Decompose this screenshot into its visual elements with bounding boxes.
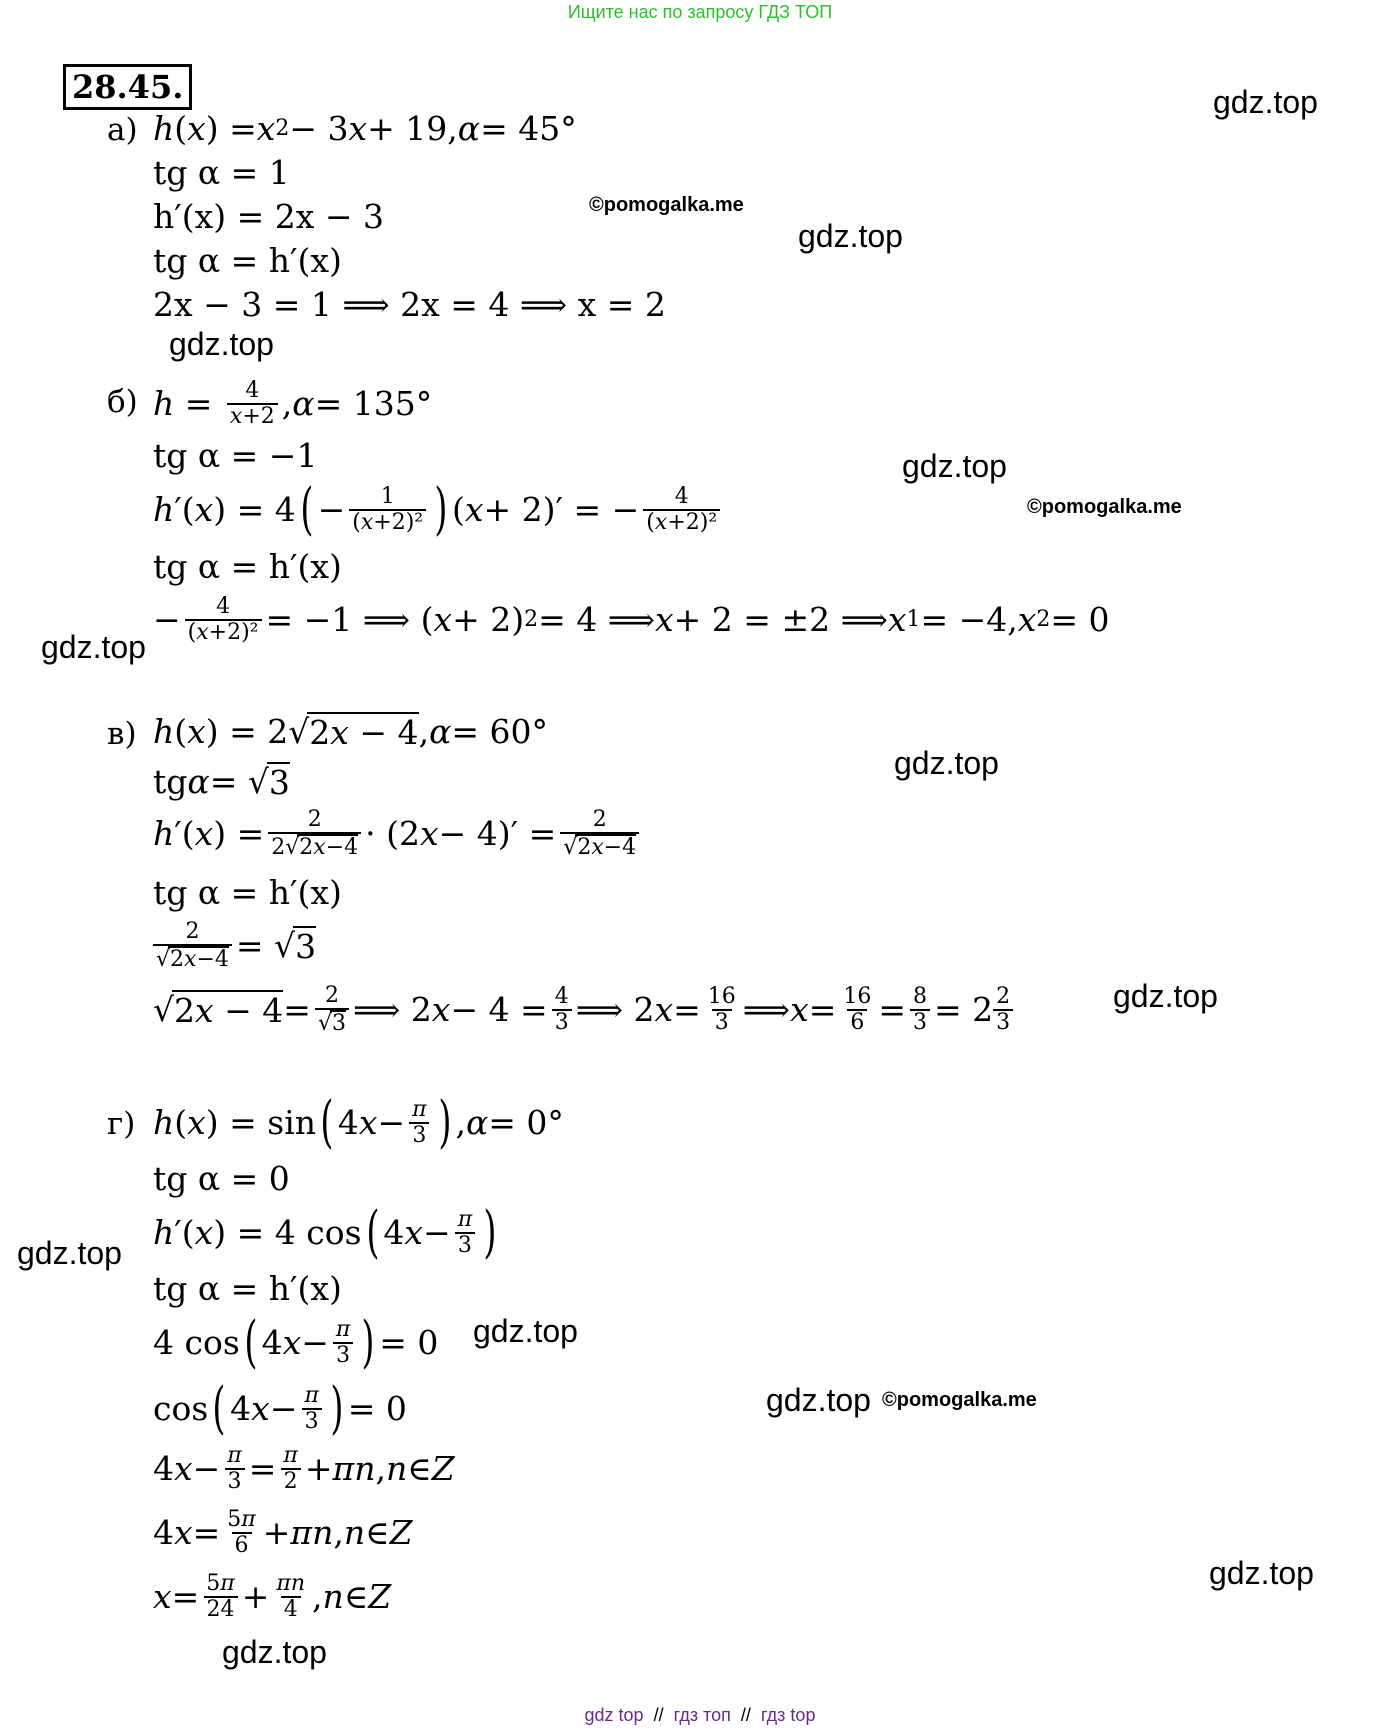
part-g-line-9: x = $\frac{5\pi}{24}$ + $\frac{\pi n}{4}$ , n ∈ Z	[153, 1571, 392, 1622]
part-v-line-4: tg α = h′(x)	[153, 873, 342, 912]
watermark: gdz.top	[1213, 84, 1318, 120]
part-v-line-1: h ( x ) = 2√ 2x − 4 , α = 60°	[153, 712, 548, 752]
part-v-line-5: $\frac{2}{√2x-4}$ = √ 3	[153, 916, 316, 976]
part-g-line-7: 4 x − $\frac{\pi}{3}$ = $\frac{\pi}{2}$ + πn , n ∈ Z	[153, 1443, 455, 1494]
part-a-label: а)	[107, 112, 138, 148]
problem-number: 28.45.	[63, 64, 192, 110]
watermark: gdz.top	[222, 1634, 327, 1670]
part-g-line-1: h ( x ) = sin ( 4 x − $\frac{\pi}{3}$ ) , α = 0°	[153, 1090, 564, 1155]
part-b-line-1: h = $\frac{4}{x+2}$ , α = 135°	[153, 378, 433, 429]
part-v-line-2: tg α = √ 3	[153, 762, 290, 802]
footer-separator: //	[740, 1705, 751, 1725]
part-v-line-6: √ 2x − 4 = $\frac{2}{√3}$ ⟹ 2 x − 4 = $\frac{4}{3}$ ⟹ 2 x = $\frac{16}{3}$ ⟹ x = $\frac{16}{6}$ = $\frac{8}{3}$ = 2 $\frac{2}{3}$	[153, 980, 1017, 1040]
part-a-line-1: h ( x ) = x 2 − 3 x + 19, α = 45°	[153, 109, 577, 148]
footer-links	[0, 1705, 1400, 1726]
part-b-line-5: − $\frac{4}{\text{(x+2)²}}$ = −1 ⟹ ( x + 2) 2 = 4 ⟹ x + 2 = ±2 ⟹ x 1 = −4, x 2 = 0	[153, 594, 1110, 645]
watermark: gdz.top	[894, 745, 999, 781]
part-v-label: в)	[107, 716, 137, 752]
footer-link-1[interactable]: gdz top	[584, 1705, 644, 1725]
watermark: gdz.top	[1209, 1555, 1314, 1591]
watermark: gdz.top	[169, 326, 274, 362]
top-banner[interactable]: Ищите нас по запросу ГДЗ ТОП	[567, 2, 833, 22]
part-g-line-5: 4 cos ( 4 x − $\frac{\pi}{3}$ ) = 0	[153, 1310, 439, 1375]
watermark: gdz.top	[1113, 978, 1218, 1014]
part-g-line-2: tg α = 0	[153, 1159, 290, 1198]
watermark: gdz.top	[17, 1235, 122, 1271]
part-b-line-3: h ′( x ) = 4 ( − $\frac{1}{\text{(x+2)²}}$ ) ( x + 2)′ = − $\frac{4}{\text{(x+2)²}}$	[153, 480, 724, 540]
part-a-line-2: tg α = 1	[153, 153, 290, 192]
part-a-line-3: h′(x) = 2x − 3	[153, 197, 384, 236]
watermark: gdz.top	[902, 448, 1007, 484]
part-g-line-3: h ′( x ) = 4 cos ( 4 x − $\frac{\pi}{3}$ )	[153, 1200, 497, 1265]
footer-link-2[interactable]: гдз топ	[673, 1705, 731, 1725]
part-b-line-2: tg α = −1	[153, 436, 318, 475]
part-b-line-4: tg α = h′(x)	[153, 547, 342, 586]
part-b-label: б)	[107, 384, 138, 420]
part-a-line-4: tg α = h′(x)	[153, 241, 342, 280]
part-g-line-6: cos ( 4 x − $\frac{\pi}{3}$ ) = 0	[153, 1376, 407, 1441]
credit: ©pomogalka.me	[589, 194, 744, 216]
part-v-line-3: h ′( x ) = $\frac{2}{2√2x-4}$ · (2 x − 4)′ = $\frac{2}{√2x-4}$	[153, 804, 643, 864]
part-g-label: г)	[107, 1106, 136, 1142]
footer-separator: //	[653, 1705, 664, 1725]
part-a-line-5: 2x − 3 = 1 ⟹ 2x = 4 ⟹ x = 2	[153, 285, 666, 324]
watermark: gdz.top	[766, 1382, 871, 1418]
credit: ©pomogalka.me	[1027, 496, 1182, 518]
footer-link-3[interactable]: гдз top	[760, 1705, 816, 1725]
part-g-line-4: tg α = h′(x)	[153, 1269, 342, 1308]
watermark: gdz.top	[798, 218, 903, 254]
watermark: gdz.top	[41, 629, 146, 665]
watermark: gdz.top	[473, 1313, 578, 1349]
credit: ©pomogalka.me	[882, 1389, 1037, 1411]
part-g-line-8: 4 x = $\frac{5\pi}{6}$ + πn , n ∈ Z	[153, 1507, 413, 1558]
